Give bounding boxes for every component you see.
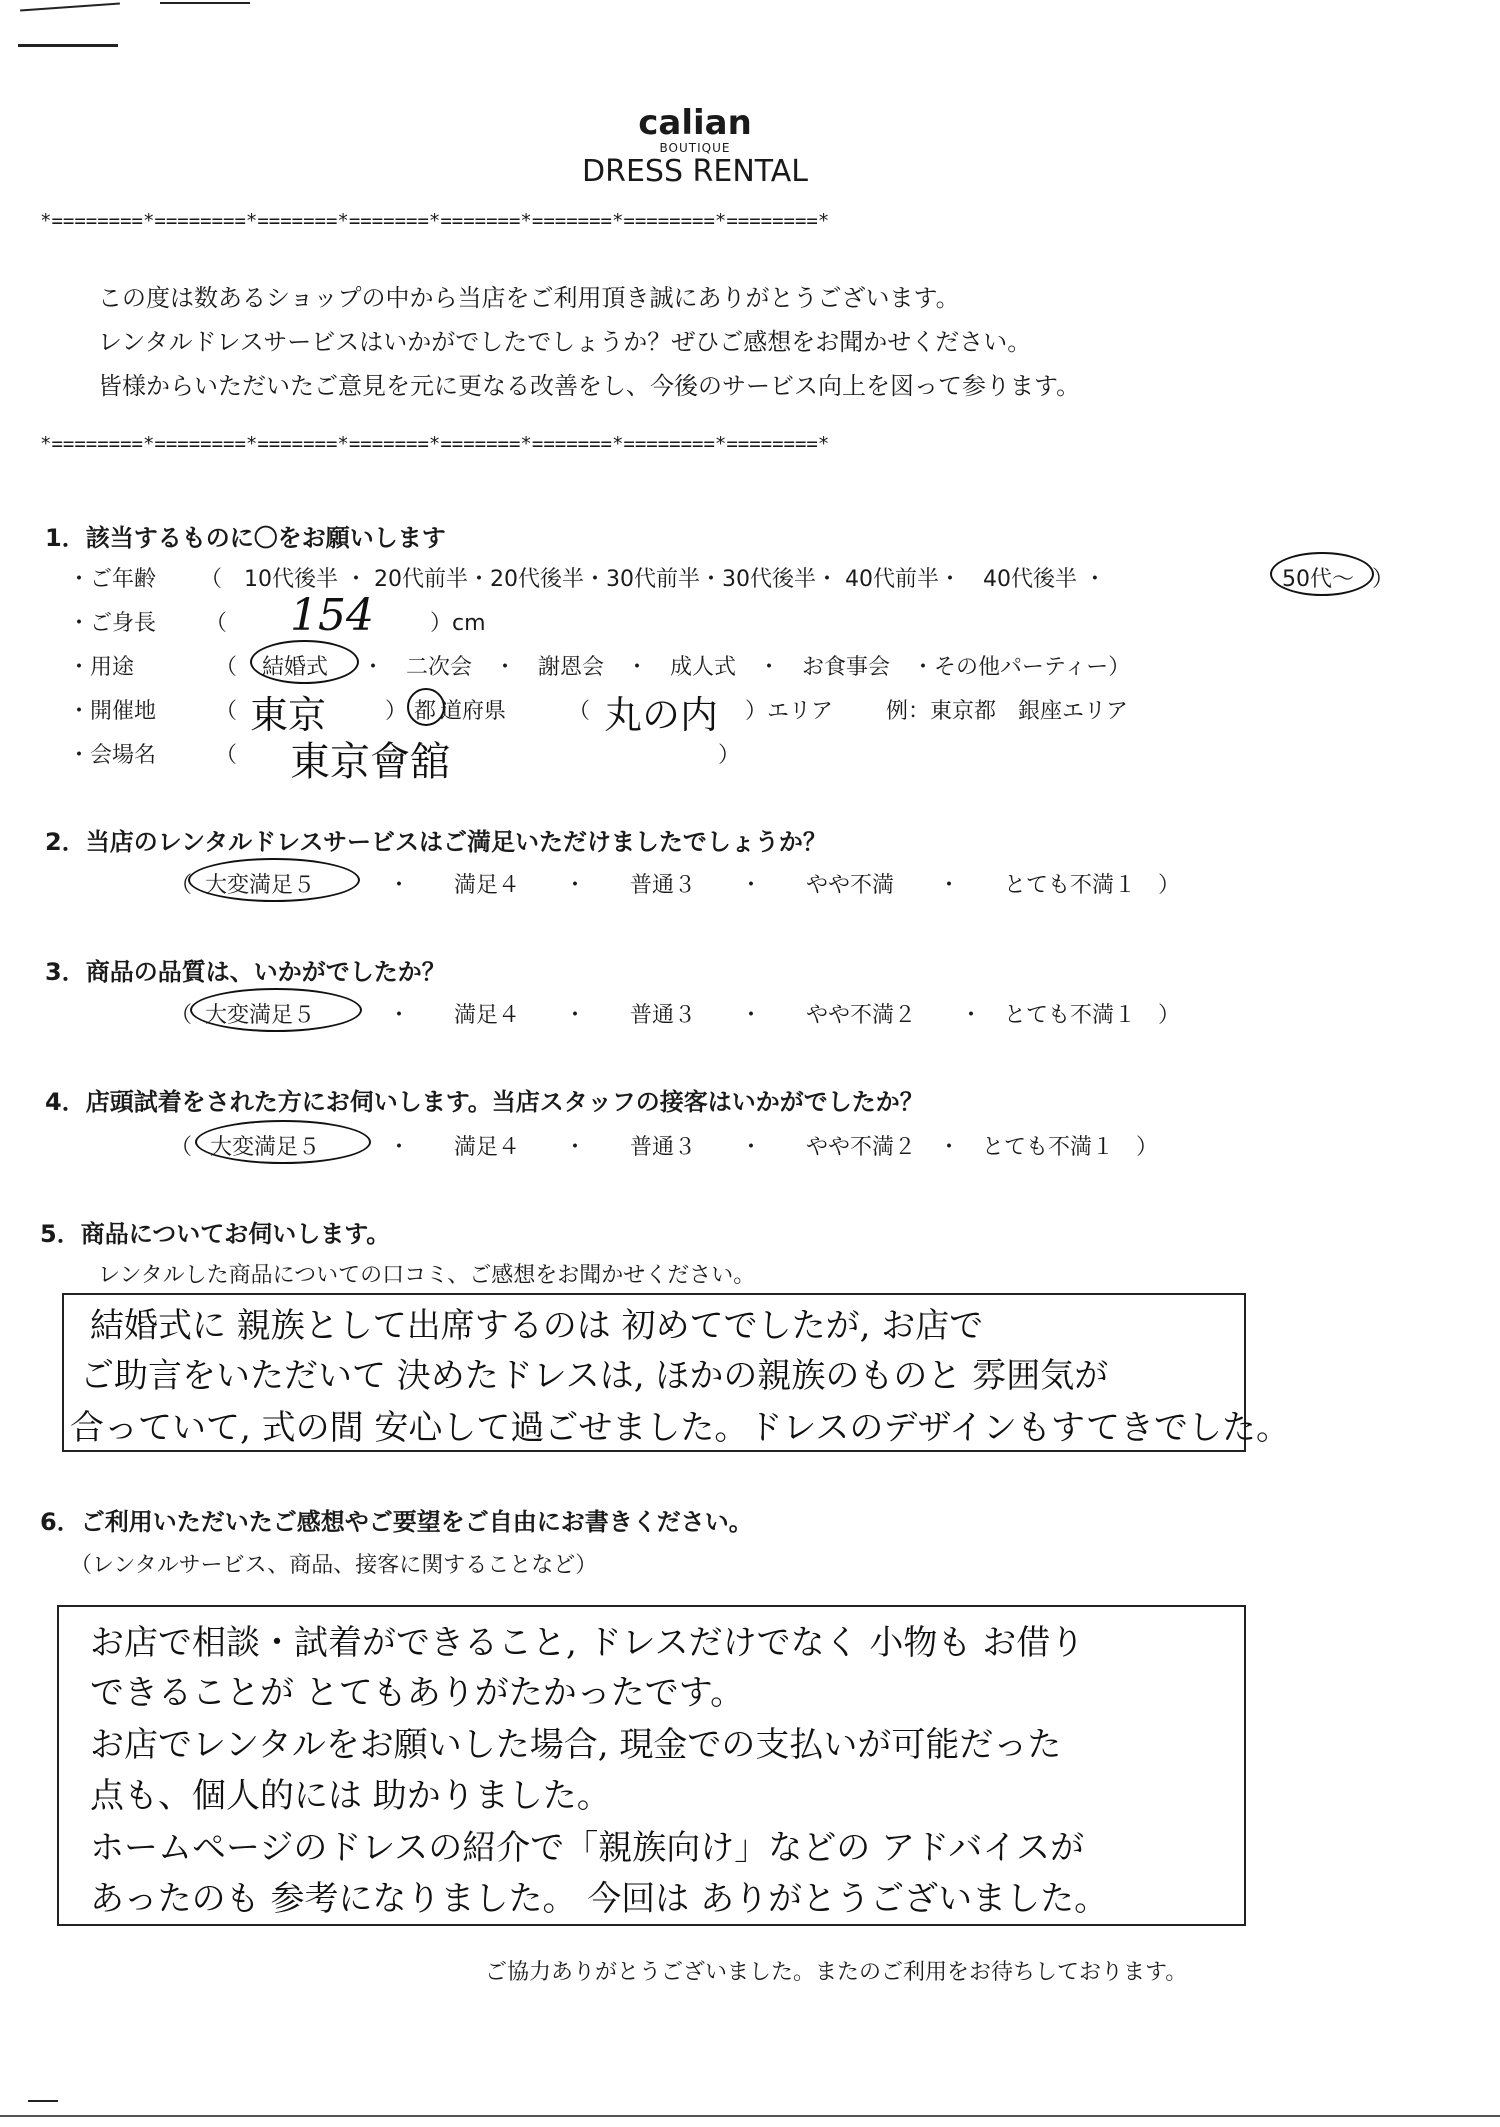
q1-area-close: ）エリア — [745, 699, 834, 724]
q4-title: 4．店頭試着をされた方にお伺いします。当店スタッフの接客はいかがでしたか？ — [45, 1088, 924, 1116]
q1-area-open: （ — [568, 699, 591, 724]
separator-bottom: *========*========*=======*=======*=======*=======*========*========* — [40, 433, 830, 455]
q1-height-open: （ — [205, 611, 228, 636]
q1-use-label: ・用途 — [68, 655, 135, 680]
q6-answer-line-2: できることが とてもありがたかったです。 — [90, 1673, 745, 1713]
q1-pref-rest: 道府県 — [440, 699, 507, 724]
use-selected-circle — [250, 640, 359, 684]
q1-use-selected: 結婚式 — [262, 655, 329, 680]
intro-line-3: 皆様からいただいたご意見を元に更なる改善をし、今後のサービス向上を図って参ります。 — [98, 372, 1081, 400]
brand-sub: BOUTIQUE — [659, 141, 731, 155]
scan-mark-top-2 — [160, 2, 250, 4]
q1-age-selected: 50代〜 — [1282, 567, 1354, 592]
q1-venue-label: ・開催地 — [68, 699, 157, 724]
q1-venue-example: 例：東京都 銀座エリア — [886, 699, 1129, 724]
intro-line-2: レンタルドレスサービスはいかがでしたでしょうか？ぜひご感想をお聞かせください。 — [98, 328, 1032, 356]
q2-options: ・ 満足４ ・ 普通３ ・ やや不満 ・ とても不満１ ） — [388, 873, 1181, 898]
brand-logo — [0, 105, 1390, 189]
q1-hall-close: ） — [718, 743, 741, 768]
q2-selected-circle — [188, 858, 360, 902]
q4-options: ・ 満足４ ・ 普通３ ・ やや不満２ ・ とても不満１ ） — [388, 1135, 1159, 1160]
q1-age-label: ・ご年齢 — [68, 567, 157, 592]
q4-selected: 大変満足５ — [210, 1135, 321, 1160]
separator-top: *========*========*=======*=======*=======*=======*========*========* — [40, 210, 830, 232]
q6-answer-line-5: ホームページのドレスの紹介で「親族向け」などの アドバイスが — [90, 1828, 1085, 1868]
q1-hall-value: 東京會舘 — [290, 739, 450, 785]
scan-mark-bottom-left — [28, 2100, 58, 2102]
q1-title: 1．該当するものに〇をお願いします — [45, 524, 446, 552]
scan-mark-left — [18, 44, 118, 47]
brand-name: calian — [638, 103, 752, 143]
q6-answer-line-6: あったのも 参考になりました。 今回は ありがとうございました。 — [90, 1879, 1109, 1919]
service-name: DRESS RENTAL — [582, 154, 808, 189]
q2-selected: 大変満足５ — [205, 873, 316, 898]
q5-answer-line-2: ご助言をいただいて 決めたドレスは, ほかの親族のものと 雰囲気が — [80, 1356, 1109, 1396]
q4-selected-circle — [195, 1120, 371, 1164]
q3-options: ・ 満足４ ・ 普通３ ・ やや不満２ ・ とても不満１ ） — [388, 1003, 1181, 1028]
q1-venue-mid: ） — [385, 699, 408, 724]
q1-venue-open: （ — [215, 699, 238, 724]
q6-title: 6．ご利用いただいたご感想やご要望をご自由にお書きください。 — [40, 1508, 753, 1536]
q1-pref-value: 東京 — [250, 693, 327, 737]
q1-height-value: 154 — [290, 590, 374, 641]
q1-age-options: （ 10代後半 ・ 20代前半・20代後半・30代前半・30代後半・ 40代前半・ 40代後半 ・ — [200, 567, 1106, 592]
q6-answer-line-3: お店でレンタルをお願いした場合, 現金での支払いが可能だった — [90, 1725, 1062, 1765]
q3-selected: 大変満足５ — [205, 1003, 316, 1028]
q1-use-open: （ — [215, 655, 238, 680]
q1-hall-open: （ — [215, 743, 238, 768]
q3-selected-circle — [190, 988, 362, 1032]
intro-line-1: この度は数あるショップの中から当店をご利用頂き誠にありがとうございます。 — [98, 284, 960, 312]
q1-area-value: 丸の内 — [604, 693, 719, 737]
q5-answer-line-1: 結婚式に 親族として出席するのは 初めてでしたが, お店で — [90, 1306, 984, 1346]
age-selected-circle — [1270, 552, 1374, 596]
footer-thanks: ご協力ありがとうございました。またのご利用をお待ちしております。 — [485, 1960, 1188, 1985]
q6-answer-line-1: お店で相談・試着ができること, ドレスだけでなく 小物も お借り — [90, 1623, 1085, 1663]
q2-open: （ — [170, 873, 193, 898]
q5-subtitle: レンタルした商品についての口コミ、ご感想をお聞かせください。 — [98, 1263, 756, 1288]
q6-subtitle: （レンタルサービス、商品、接客に関することなど） — [70, 1553, 598, 1578]
scan-mark-top — [20, 3, 120, 12]
q5-answer-line-3: 合っていて, 式の間 安心して過ごせました。ドレスのデザインもすてきでした。 — [70, 1408, 1291, 1448]
q1-use-options: ・ 二次会 ・ 謝恩会 ・ 成人式 ・ お食事会 ・その他パーティー） — [362, 655, 1131, 680]
q1-height-label: ・ご身長 — [68, 611, 157, 636]
q5-title: 5．商品についてお伺いします。 — [40, 1220, 391, 1248]
scan-mark-bottom — [0, 2115, 1500, 2117]
q6-answer-line-4: 点も、個人的には 助かりました。 — [90, 1776, 611, 1816]
q2-title: 2．当店のレンタルドレスサービスはご満足いただけましたでしょうか？ — [45, 828, 827, 856]
q4-open: （ — [170, 1135, 193, 1160]
q1-hall-label: ・会場名 — [68, 743, 157, 768]
q1-age-close: ） — [1372, 567, 1395, 592]
q3-open: （ — [170, 1003, 193, 1028]
q3-title: 3．商品の品質は、いかがでしたか？ — [45, 958, 446, 986]
q1-pref-circled: 都 — [414, 699, 437, 724]
q1-height-close: ）cm — [430, 611, 486, 636]
